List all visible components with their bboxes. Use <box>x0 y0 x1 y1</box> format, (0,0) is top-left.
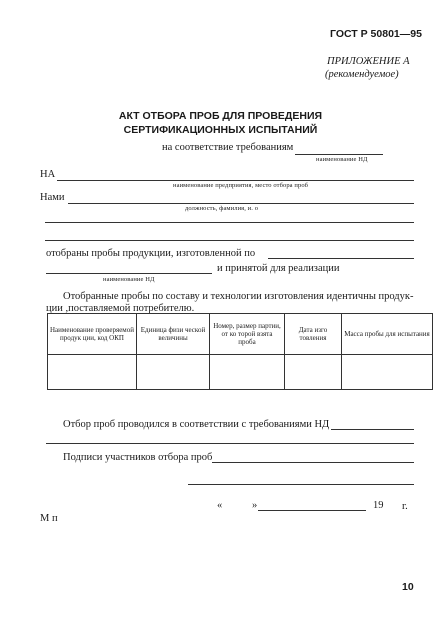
table-cell[interactable] <box>210 355 285 390</box>
standard-number: ГОСТ Р 50801—95 <box>330 28 422 40</box>
nd-field[interactable] <box>295 154 383 155</box>
recommended-label: (рекомендуемое) <box>325 69 399 80</box>
samples-nd-field[interactable] <box>268 258 414 259</box>
column-header: Дата изго товления <box>285 314 342 355</box>
table-cell[interactable] <box>342 355 433 390</box>
blank-line-1[interactable] <box>45 222 414 223</box>
column-header: Номер, размер партии, от ко торой взята проба <box>210 314 285 355</box>
enterprise-field[interactable] <box>57 180 414 181</box>
column-header: Наименование проверяемой продук ции, код ОКП <box>48 314 137 355</box>
by-us-label: Нами <box>40 192 65 203</box>
procedure-text: Отбор проб проводился в соответствии с требованиями НД <box>63 419 330 430</box>
nd-field-2[interactable] <box>46 273 212 274</box>
accepted-text: и принятой для реализации <box>217 263 340 274</box>
date-quote-close: » <box>252 500 258 511</box>
identity-text-line1: Отобранные пробы по составу и технологии изготовления идентичны продук- <box>63 291 414 302</box>
enterprise-caption: наименование предприятия, место отбора проб <box>173 182 309 189</box>
signatures-text: Подписи участников отбора проб <box>63 452 213 463</box>
table-cell[interactable] <box>48 355 137 390</box>
samples-taken-text: отобраны пробы продукции, изготовленной по <box>46 248 256 259</box>
document-title-line1: АКТ ОТБОРА ПРОБ ДЛЯ ПРОВЕДЕНИЯ <box>118 110 323 122</box>
stamp-label: М п <box>40 513 58 524</box>
column-header: Единица физи ческой величины <box>137 314 210 355</box>
page-number: 10 <box>402 581 414 593</box>
column-header: Масса пробы для испытания <box>342 314 433 355</box>
date-field[interactable] <box>258 510 366 511</box>
table-cell[interactable] <box>137 355 210 390</box>
procedure-blank-line[interactable] <box>46 443 414 444</box>
position-caption: должность, фамилия, и. о <box>185 205 259 212</box>
year-suffix: г. <box>402 501 408 512</box>
year-prefix: 19 <box>373 500 384 511</box>
position-field[interactable] <box>68 203 414 204</box>
appendix-label: ПРИЛОЖЕНИЕ А <box>327 56 410 67</box>
nd-caption-2: наименование НД <box>103 276 155 283</box>
table-cell[interactable] <box>285 355 342 390</box>
procedure-nd-field[interactable] <box>331 429 414 430</box>
na-label: НА <box>40 169 56 180</box>
table-row <box>48 355 433 390</box>
table-header-row <box>48 314 433 355</box>
nd-caption: наименование НД <box>316 156 368 163</box>
samples-table <box>47 313 433 390</box>
signature-field-1[interactable] <box>212 462 414 463</box>
document-title-line2: СЕРТИФИКАЦИОННЫХ ИСПЫТАНИЙ <box>123 124 318 136</box>
identity-text-line2: ции ,поставляемой потребителю. <box>46 303 195 314</box>
according-text: на соответствие требованиям <box>162 142 294 153</box>
date-quote-open: « <box>217 500 223 511</box>
blank-line-2[interactable] <box>45 240 414 241</box>
signature-field-2[interactable] <box>188 484 414 485</box>
